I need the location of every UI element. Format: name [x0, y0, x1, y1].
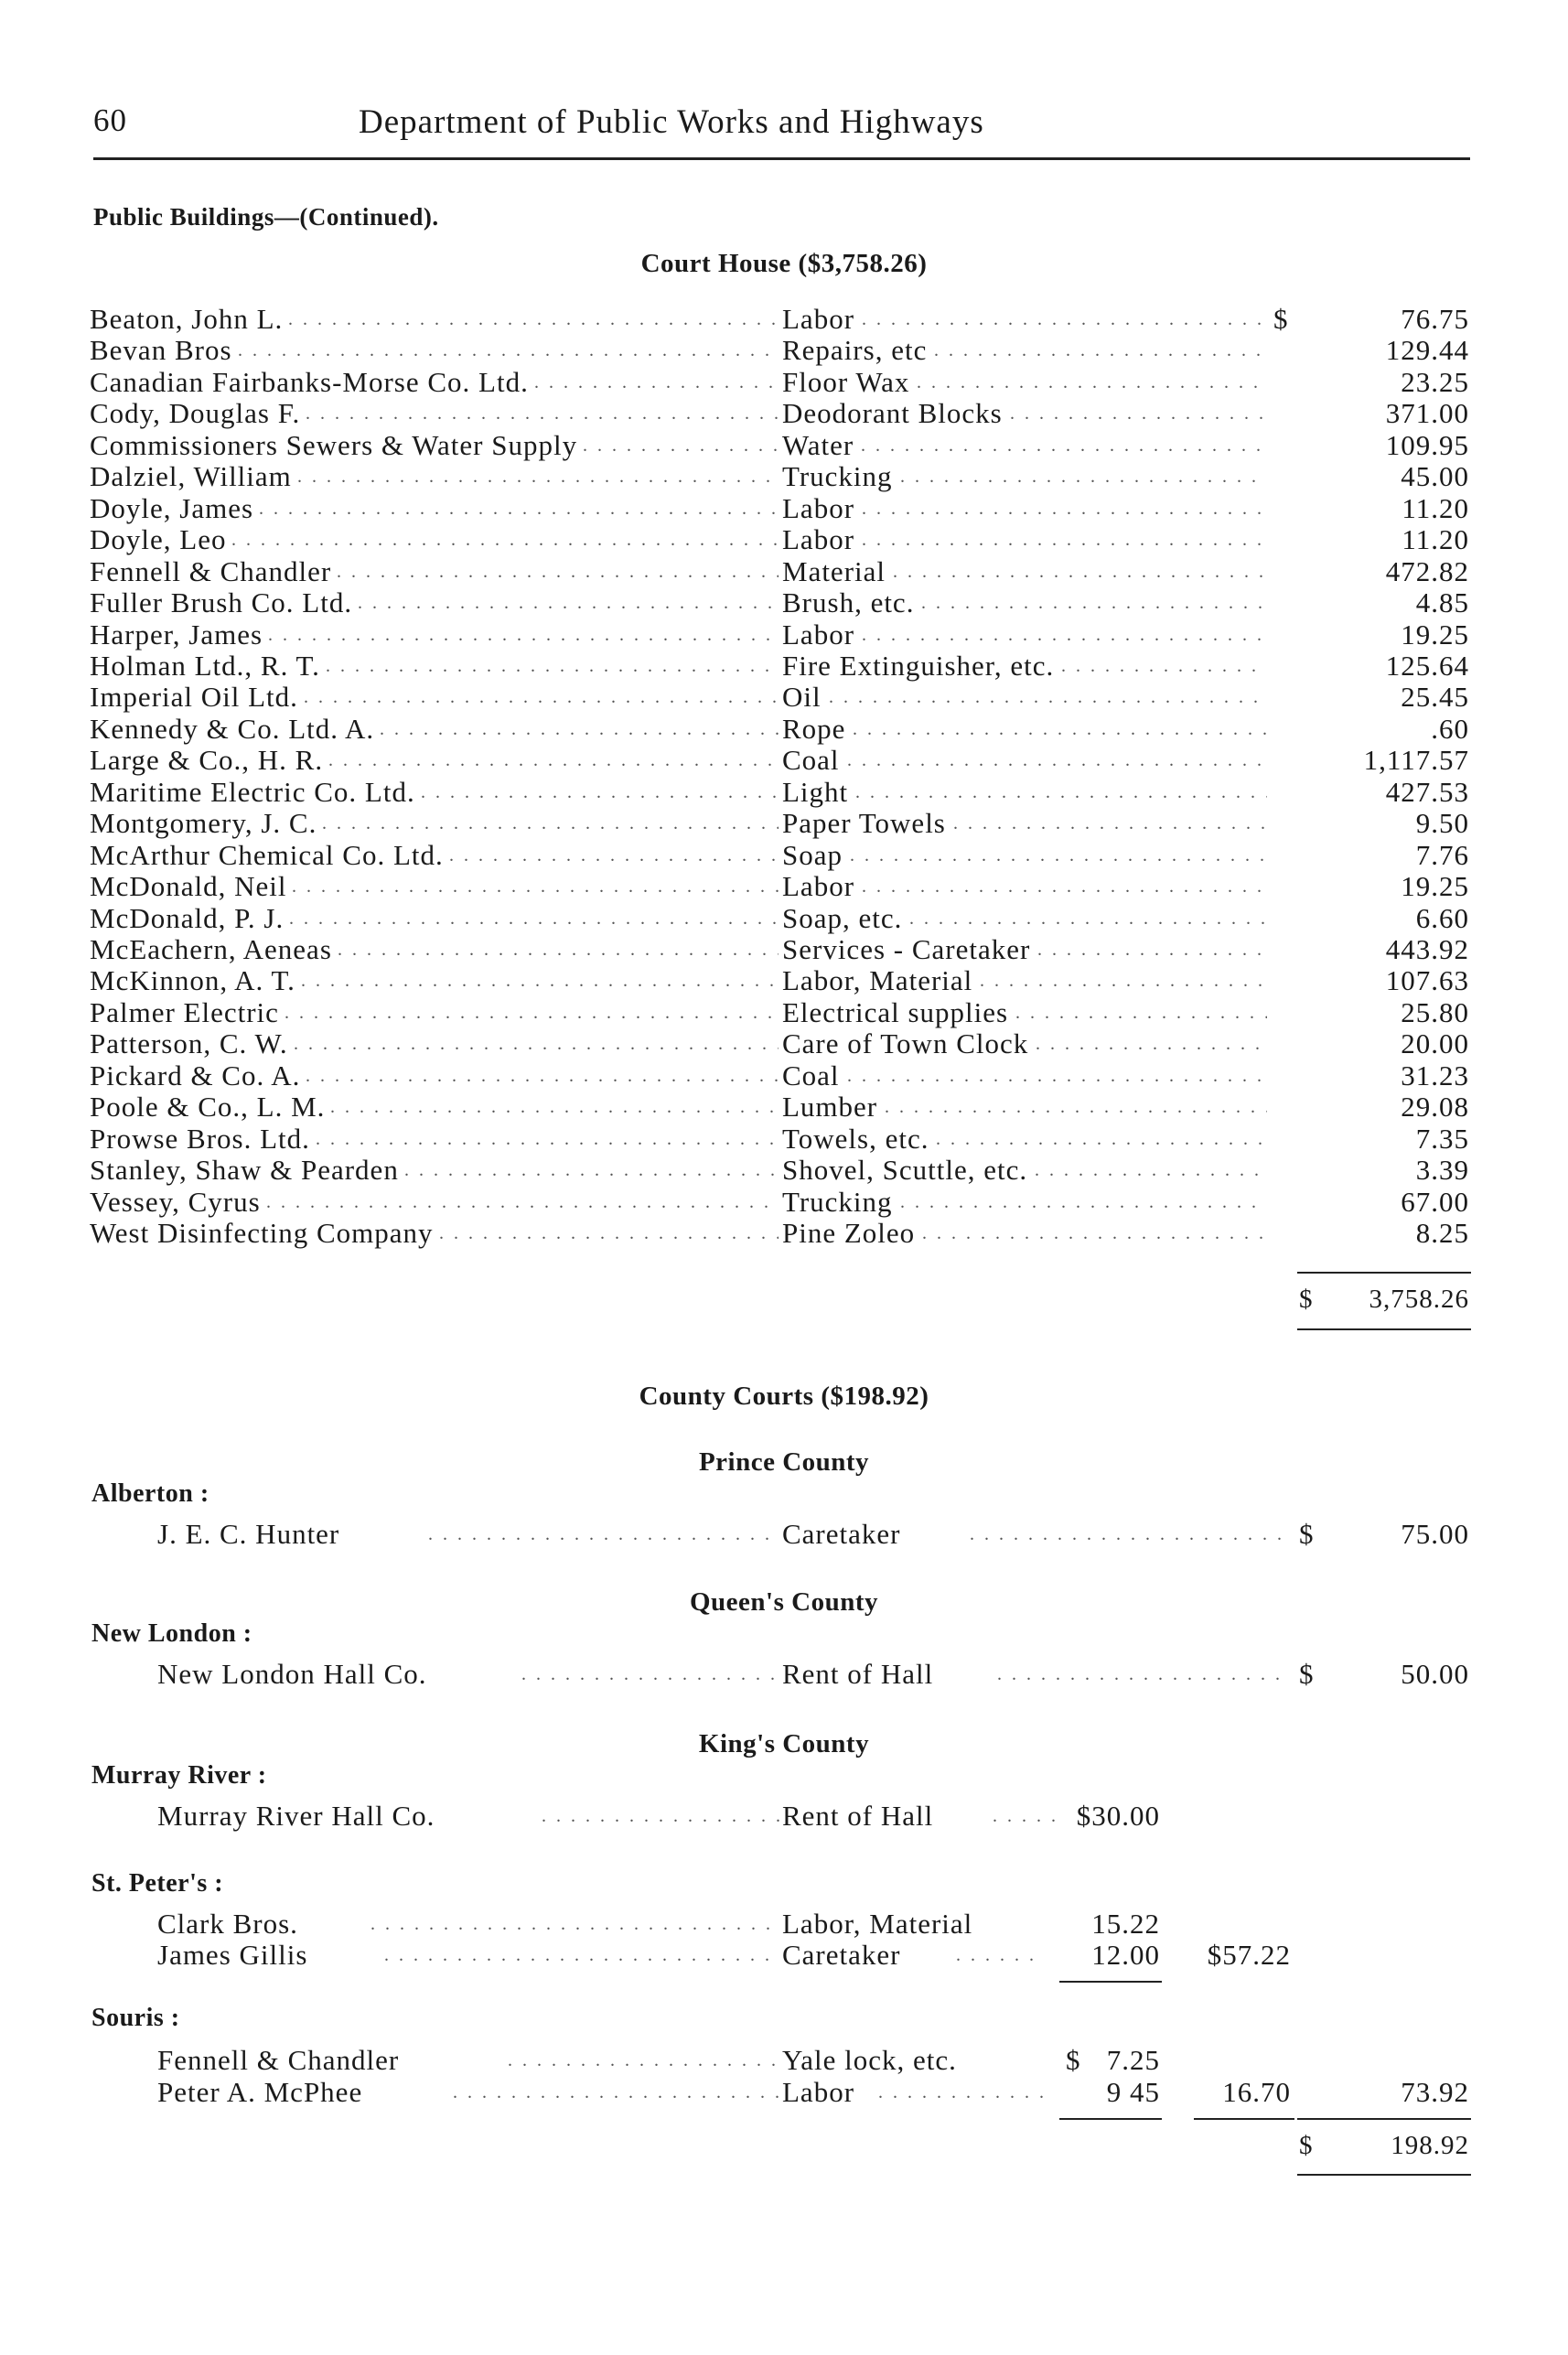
payment-amount: 4.85	[1415, 586, 1469, 619]
leader-dots	[853, 714, 1267, 745]
leader-dots	[956, 1940, 1038, 1971]
payment-description: Repairs, etc	[782, 334, 928, 367]
payment-description: Rope	[782, 712, 846, 745]
table-row	[0, 1028, 1568, 1059]
sub-amount: $30.00	[1076, 1800, 1160, 1832]
payee-name: West Disinfecting Company	[90, 1217, 434, 1250]
locality-st-peters: St. Peter's :	[91, 1869, 224, 1898]
leader-dots	[238, 335, 779, 366]
payee-name: Palmer Electric	[90, 995, 279, 1028]
payee-name: Patterson, C. W.	[90, 1027, 288, 1060]
payment-amount: 443.92	[1385, 933, 1469, 965]
payment-description: Labor	[782, 2076, 855, 2108]
table-row	[0, 682, 1568, 713]
county-courts-total-underline	[1297, 2174, 1471, 2176]
table-row	[0, 965, 1568, 996]
payment-amount: 67.00	[1401, 1185, 1469, 1218]
leader-dots	[428, 1519, 780, 1550]
leader-dots	[330, 1091, 779, 1123]
payee-name: Clark Bros.	[157, 1908, 298, 1940]
leader-dots	[953, 808, 1267, 839]
leader-dots	[1035, 1155, 1267, 1186]
payment-description: Caretaker	[782, 1518, 901, 1550]
leader-dots	[1015, 997, 1267, 1028]
leader-dots	[294, 1028, 779, 1059]
payment-amount: 129.44	[1385, 334, 1469, 367]
leader-dots	[1036, 1028, 1267, 1059]
header-rule	[93, 157, 1470, 160]
leader-dots	[371, 1909, 780, 1940]
court-house-heading: Court House ($3,758.26)	[640, 249, 928, 278]
payee-name: New London Hall Co.	[157, 1658, 427, 1690]
leader-dots	[829, 682, 1267, 713]
leader-dots	[316, 1124, 779, 1155]
payment-amount: 125.64	[1385, 649, 1469, 682]
payment-description: Soap	[782, 838, 843, 871]
sub-amount: 7.25	[1106, 2044, 1160, 2076]
leader-dots	[439, 1218, 779, 1249]
payee-name: McArthur Chemical Co. Ltd.	[90, 838, 444, 871]
table-row	[0, 1519, 1568, 1550]
payee-name: McEachern, Aeneas	[90, 933, 332, 965]
leader-dots	[1061, 651, 1267, 682]
payment-amount: 371.00	[1385, 397, 1469, 430]
dollar-sign: $	[1273, 303, 1289, 335]
payment-description: Towels, etc.	[782, 1122, 929, 1155]
locality-alberton: Alberton :	[91, 1479, 209, 1508]
payment-description: Labor	[782, 523, 855, 556]
table-row	[0, 840, 1568, 871]
payment-description: Pine Zoleo	[782, 1217, 916, 1250]
payment-amount: 75.00	[1401, 1518, 1469, 1550]
payee-name: Stanley, Shaw & Pearden	[90, 1154, 399, 1187]
leader-dots	[326, 651, 779, 682]
leader-dots	[855, 777, 1267, 808]
payment-amount: 3.39	[1415, 1154, 1469, 1187]
leader-dots	[449, 840, 779, 871]
payment-description: Paper Towels	[782, 807, 946, 840]
payee-name: Doyle, James	[90, 491, 254, 524]
payee-name: Fennell & Chandler	[157, 2044, 400, 2076]
payment-amount: 6.60	[1415, 901, 1469, 934]
leader-dots	[878, 2077, 1047, 2108]
leader-dots	[322, 808, 779, 839]
payment-description: Labor	[782, 618, 855, 651]
leader-dots	[1037, 934, 1267, 965]
payee-name: James Gillis	[157, 1939, 308, 1971]
payment-description: Material	[782, 554, 886, 587]
leader-dots	[997, 1659, 1281, 1690]
payment-description: Services - Caretaker	[782, 933, 1031, 965]
payment-amount: .60	[1431, 712, 1469, 745]
leader-dots	[862, 524, 1267, 555]
leader-dots	[304, 682, 779, 713]
payee-name: Poole & Co., L. M.	[90, 1091, 326, 1124]
leader-dots	[993, 1801, 1061, 1832]
leader-dots	[297, 461, 779, 492]
payee-name: Maritime Electric Co. Ltd.	[90, 775, 415, 808]
leader-dots	[542, 1801, 780, 1832]
payment-description: Labor, Material	[782, 964, 973, 997]
payment-description: Labor	[782, 303, 855, 335]
leader-dots	[453, 2077, 780, 2108]
county-courts-total-row	[0, 2130, 1568, 2161]
payment-description: Labor	[782, 491, 855, 524]
table-row	[0, 808, 1568, 839]
payee-name: Fuller Brush Co. Ltd.	[90, 586, 353, 619]
leader-dots	[936, 1124, 1267, 1155]
payment-description: Labor	[782, 870, 855, 903]
payment-description: Fire Extinguisher, etc.	[782, 649, 1055, 682]
leader-dots	[900, 461, 1267, 492]
leader-dots	[259, 493, 779, 524]
leader-dots	[934, 335, 1267, 366]
leader-dots	[306, 398, 779, 429]
leader-dots	[337, 556, 779, 587]
payment-description: Rent of Hall	[782, 1800, 934, 1832]
county-courts-heading: County Courts ($198.92)	[639, 1382, 929, 1411]
page-header	[93, 102, 1470, 157]
leader-dots	[288, 304, 779, 335]
subtotal-rule	[1194, 2118, 1294, 2120]
total-dollar-sign: $	[1299, 2131, 1314, 2160]
leader-dots	[862, 871, 1267, 902]
court-house-total: 3,758.26	[1369, 1285, 1469, 1314]
payment-description: Soap, etc.	[782, 901, 903, 934]
payee-name: Fennell & Chandler	[90, 554, 332, 587]
leader-dots	[338, 934, 779, 965]
table-row	[0, 1218, 1568, 1249]
leader-dots	[328, 745, 779, 776]
payment-amount: 50.00	[1401, 1658, 1469, 1690]
county-subtotal: 73.92	[1401, 2076, 1469, 2108]
table-row	[0, 745, 1568, 776]
leader-dots	[231, 524, 779, 555]
payee-name: Kennedy & Co. Ltd. A.	[90, 712, 375, 745]
payment-amount: 109.95	[1385, 428, 1469, 461]
table-row	[0, 524, 1568, 555]
leader-dots	[583, 430, 779, 461]
table-row	[0, 367, 1568, 398]
payee-name: Harper, James	[90, 618, 263, 651]
court-house-total-underline	[1297, 1328, 1471, 1330]
sub-amount: 12.00	[1091, 1939, 1160, 1971]
payment-amount: 1,117.57	[1363, 744, 1469, 777]
table-row	[0, 304, 1568, 335]
payee-name: Prowse Bros. Ltd.	[90, 1122, 310, 1155]
table-row	[0, 651, 1568, 682]
county-courts-total: 198.92	[1391, 2131, 1469, 2160]
locality-subtotal: $57.22	[1207, 1939, 1291, 1971]
table-row	[0, 777, 1568, 808]
table-row	[0, 934, 1568, 965]
payee-name: Beaton, John L.	[90, 303, 284, 335]
payment-amount: 25.45	[1401, 681, 1469, 714]
locality-murray-river: Murray River :	[91, 1761, 267, 1790]
leader-dots	[885, 1091, 1267, 1123]
leader-dots	[900, 1187, 1267, 1218]
payment-description: Lumber	[782, 1091, 878, 1124]
payment-description: Electrical supplies	[782, 995, 1009, 1028]
table-row	[0, 461, 1568, 492]
table-row	[0, 619, 1568, 651]
dollar-sign: $	[1299, 1518, 1315, 1550]
payment-amount: 9.50	[1415, 807, 1469, 840]
table-row	[0, 1801, 1568, 1832]
leader-dots	[508, 2045, 780, 2076]
table-row	[0, 335, 1568, 366]
payee-name: Bevan Bros	[90, 334, 232, 367]
payee-name: Vessey, Cyrus	[90, 1185, 261, 1218]
payment-amount: 7.35	[1415, 1122, 1469, 1155]
payment-description: Caretaker	[782, 1939, 901, 1971]
payment-amount: 20.00	[1401, 1027, 1469, 1060]
table-row	[0, 1091, 1568, 1123]
payee-name: Dalziel, William	[90, 460, 292, 493]
payment-description: Coal	[782, 1059, 840, 1091]
payee-name: Holman Ltd., R. T.	[90, 649, 320, 682]
prince-county-heading: Prince County	[698, 1447, 870, 1477]
payee-name: Canadian Fairbanks-Morse Co. Ltd.	[90, 365, 529, 398]
leader-dots	[970, 1519, 1281, 1550]
subtotal-rule	[1297, 2118, 1471, 2120]
table-row	[0, 871, 1568, 902]
dollar-sign: $	[1066, 2044, 1081, 2076]
table-row	[0, 1187, 1568, 1218]
subtotal-rule	[1059, 2118, 1162, 2120]
leader-dots	[268, 619, 779, 651]
leader-dots	[301, 965, 779, 996]
payment-amount: 11.20	[1402, 523, 1469, 556]
table-row	[0, 2077, 1568, 2108]
payment-amount: 29.08	[1401, 1091, 1469, 1124]
payment-amount: 427.53	[1385, 775, 1469, 808]
payment-description: Labor, Material	[782, 1908, 973, 1940]
table-row	[0, 556, 1568, 587]
table-row	[0, 1659, 1568, 1690]
leader-dots	[1010, 398, 1267, 429]
payment-description: Rent of Hall	[782, 1658, 934, 1690]
leader-dots	[893, 556, 1267, 587]
page-number: 60	[93, 102, 127, 138]
payment-description: Trucking	[782, 460, 893, 493]
payment-description: Trucking	[782, 1185, 893, 1218]
table-row	[0, 587, 1568, 618]
leader-dots	[384, 1940, 780, 1971]
table-row	[0, 1060, 1568, 1091]
leader-dots	[847, 745, 1267, 776]
leader-dots	[521, 1659, 780, 1690]
table-row	[0, 1940, 1568, 1971]
payment-description: Light	[782, 775, 849, 808]
payment-amount: 19.25	[1401, 618, 1469, 651]
table-row	[0, 903, 1568, 934]
kings-county-heading: King's County	[698, 1729, 870, 1758]
table-row	[0, 2045, 1568, 2076]
payment-description: Water	[782, 428, 854, 461]
running-title: Department of Public Works and Highways	[359, 103, 984, 141]
payee-name: Doyle, Leo	[90, 523, 227, 556]
locality-new-london: New London :	[91, 1619, 252, 1648]
payment-amount: 45.00	[1401, 460, 1469, 493]
total-dollar-sign: $	[1299, 1285, 1314, 1314]
leader-dots	[534, 367, 779, 398]
payment-description: Yale lock, etc.	[782, 2044, 957, 2076]
payment-description: Deodorant Blocks	[782, 397, 1003, 430]
payment-description: Brush, etc.	[782, 586, 915, 619]
leader-dots	[862, 304, 1267, 335]
leader-dots	[861, 430, 1267, 461]
queens-county-heading: Queen's County	[689, 1587, 878, 1617]
payment-description: Oil	[782, 681, 822, 714]
payee-name: McDonald, Neil	[90, 870, 287, 903]
payment-description: Coal	[782, 744, 840, 777]
table-row	[0, 714, 1568, 745]
table-row	[0, 1909, 1568, 1940]
locality-subtotal: 16.70	[1222, 2076, 1291, 2108]
payment-description: Care of Town Clock	[782, 1027, 1029, 1060]
payment-amount: 107.63	[1385, 964, 1469, 997]
payee-name: Murray River Hall Co.	[157, 1800, 435, 1832]
payment-amount: 31.23	[1401, 1059, 1469, 1091]
payee-name: Commissioners Sewers & Water Supply	[90, 428, 578, 461]
leader-dots	[266, 1187, 779, 1218]
payee-name: Large & Co., H. R.	[90, 744, 324, 777]
leader-dots	[285, 997, 779, 1028]
table-row	[0, 1124, 1568, 1155]
payee-name: J. E. C. Hunter	[157, 1518, 340, 1550]
leader-dots	[862, 619, 1267, 651]
payment-description: Shovel, Scuttle, etc.	[782, 1154, 1028, 1187]
payee-name: McDonald, P. J.	[90, 901, 285, 934]
leader-dots	[847, 1060, 1267, 1091]
leader-dots	[917, 367, 1267, 398]
payment-amount: 472.82	[1385, 554, 1469, 587]
payee-name: McKinnon, A. T.	[90, 964, 295, 997]
payee-name: Montgomery, J. C.	[90, 807, 317, 840]
leader-dots	[306, 1060, 779, 1091]
subtotal-rule	[1059, 1981, 1162, 1983]
sub-amount: 15.22	[1091, 1908, 1160, 1940]
leader-dots	[289, 903, 779, 934]
payment-amount: 19.25	[1401, 870, 1469, 903]
payee-name: Pickard & Co. A.	[90, 1059, 301, 1091]
dollar-sign: $	[1299, 1658, 1315, 1690]
leader-dots	[850, 840, 1267, 871]
leader-dots	[921, 587, 1267, 618]
leader-dots	[292, 871, 779, 902]
payee-name: Cody, Douglas F.	[90, 397, 301, 430]
sub-amount: 9 45	[1106, 2076, 1160, 2108]
leader-dots	[862, 493, 1267, 524]
leader-dots	[980, 965, 1267, 996]
payment-description: Floor Wax	[782, 365, 910, 398]
payment-amount: 11.20	[1402, 491, 1469, 524]
table-row	[0, 997, 1568, 1028]
payment-amount: 25.80	[1401, 995, 1469, 1028]
leader-dots	[421, 777, 779, 808]
table-row	[0, 1155, 1568, 1186]
payment-amount: 8.25	[1415, 1217, 1469, 1250]
court-house-total-rule	[1297, 1272, 1471, 1274]
payment-amount: 7.76	[1415, 838, 1469, 871]
payment-amount: 23.25	[1401, 365, 1469, 398]
table-row	[0, 493, 1568, 524]
locality-souris: Souris :	[91, 2004, 180, 2032]
leader-dots	[358, 587, 779, 618]
section-label: Public Buildings—(Continued).	[93, 203, 439, 231]
table-row	[0, 430, 1568, 461]
payee-name: Peter A. McPhee	[157, 2076, 363, 2108]
leader-dots	[380, 714, 779, 745]
leader-dots	[909, 903, 1267, 934]
leader-dots	[922, 1218, 1267, 1249]
payee-name: Imperial Oil Ltd.	[90, 681, 298, 714]
court-house-total-row	[0, 1284, 1568, 1315]
table-row	[0, 398, 1568, 429]
leader-dots	[404, 1155, 779, 1186]
payment-amount: 76.75	[1401, 303, 1469, 335]
